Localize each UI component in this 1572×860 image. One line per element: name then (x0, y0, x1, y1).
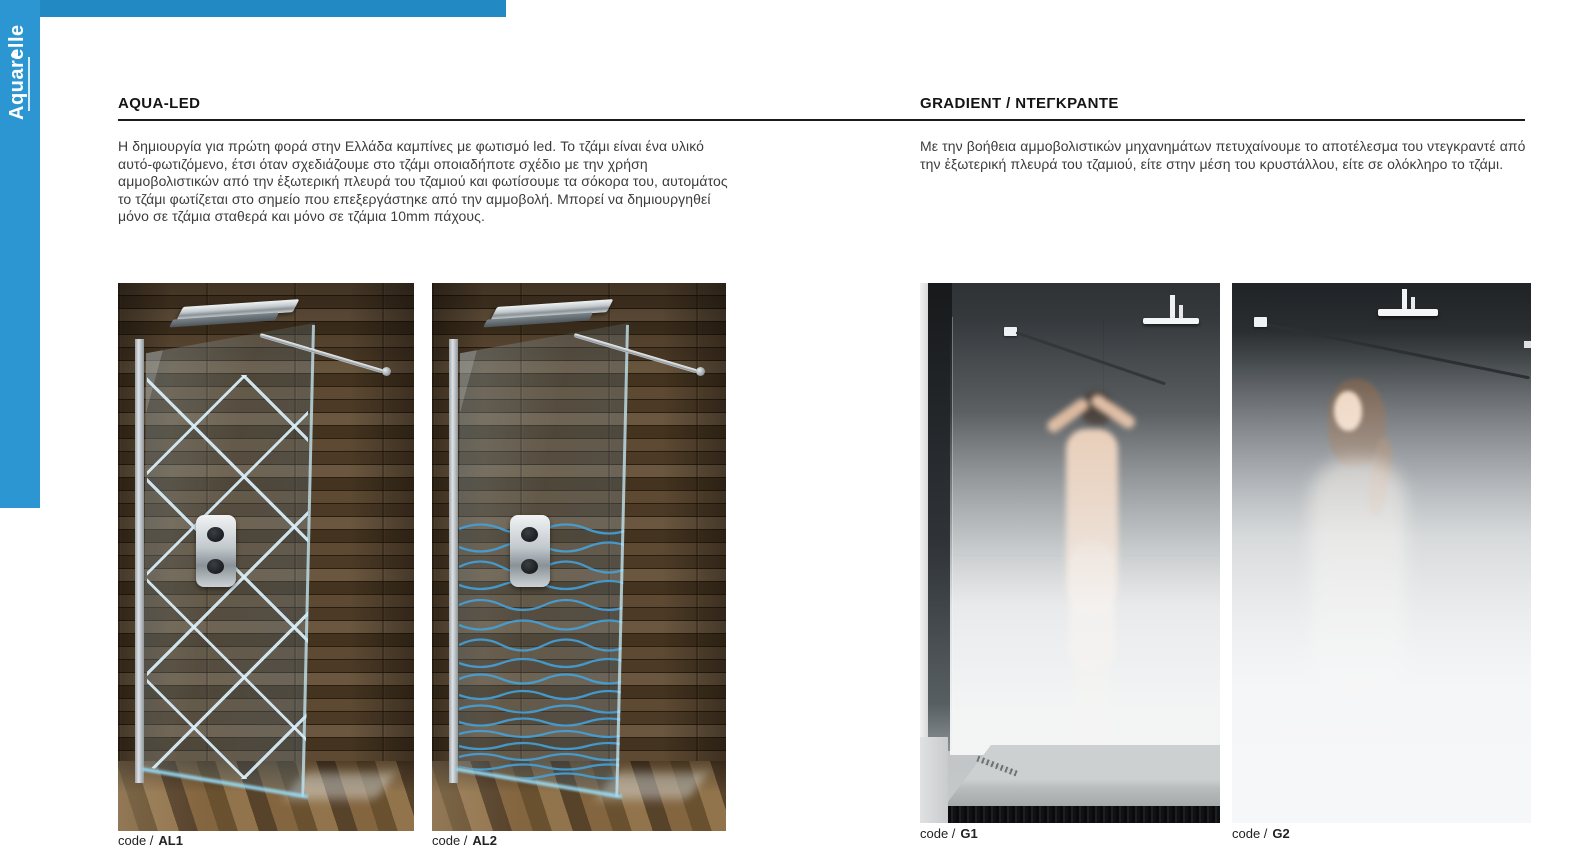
glass-wall-profile (449, 339, 458, 783)
product-photo-al2 (432, 283, 726, 831)
brand-sidebar (0, 0, 40, 508)
mixer-knob (207, 527, 224, 542)
code-prefix: code / (432, 833, 468, 848)
rain-shower-head (1143, 318, 1199, 324)
support-bar-anchor (382, 367, 391, 376)
support-bar-anchor (696, 367, 705, 376)
top-accent-bar (40, 0, 506, 17)
section-body-aqua-led: Η δημιουργία για πρώτη φορά στην Ελλάδα καμπίνες με φωτισμό led. Το τζάμι είναι ένα υλικό αυτό-φωτιζόμενο, έτσι όταν σχεδιάζουμε στο τζάμι οποιαδήποτε σχέδιο με την χρήση αμμοβολιστικών από την ἐξωτερική πλευρά του τζαμιού και φωτίσουμε τα σόκορα του, αυτομάτος το τζάμι φωτίζεται στο σημείο που επεξεργάστηκε από την αμμοβολή. Μπορεί να δημιουργηθεί μόνο σε τζάμια σταθερά και μόνο σε τζάμια 10mm πάχους. (118, 138, 728, 225)
product-code-g1 (920, 826, 978, 841)
product-photo-g2 (1232, 283, 1531, 823)
product-photo-al1 (118, 283, 414, 831)
support-bar-bracket (1254, 317, 1267, 327)
product-code-al1 (118, 833, 183, 848)
bathroom-floor (920, 737, 948, 823)
bath-mat (948, 806, 1220, 823)
product-photo-g1 (920, 283, 1220, 823)
code-prefix: code / (920, 826, 956, 841)
code-value: G1 (960, 826, 978, 841)
section-body-gradient: Με την βοήθεια αμμοβολιστικών μηχανημάτων πετυχαίνουμε το αποτέλεσμα του ντεγκραντέ από την ἐξωτερική πλευρά του τζαμιού, είτε στην μέση του κρυστάλλου, είτε σε ολόκληρο το τζάμι. (920, 138, 1526, 172)
shower-pipe (1179, 305, 1183, 319)
mixer-knob (521, 527, 538, 542)
shower-pipe (1170, 295, 1175, 320)
wall-corner-shadow (928, 283, 952, 751)
shower-pipe (1402, 289, 1407, 311)
thermostatic-mixer (510, 515, 550, 587)
product-code-al2 (432, 833, 497, 848)
section-title-aqua-led: AQUA-LED (118, 95, 201, 112)
code-value: AL2 (472, 833, 497, 848)
shower-tray (944, 745, 1220, 807)
brand-logo-underline (28, 57, 30, 111)
code-prefix: code / (118, 833, 154, 848)
mixer-knob (521, 559, 538, 574)
gradient-frost-overlay (1232, 331, 1531, 823)
product-code-g2 (1232, 826, 1290, 841)
code-value: AL1 (158, 833, 183, 848)
gradient-frost-overlay (950, 317, 1220, 755)
code-prefix: code / (1232, 826, 1268, 841)
mixer-knob (207, 559, 224, 574)
code-value: G2 (1272, 826, 1290, 841)
glass-wall-profile (135, 339, 144, 783)
rain-shower-head (1378, 309, 1438, 316)
brand-logo: Aquarelle (6, 24, 28, 120)
section-title-gradient: GRADIENT / ΝΤΕΓΚΡΑΝΤΕ (920, 95, 1119, 112)
header-rule (118, 119, 1525, 121)
thermostatic-mixer (196, 515, 236, 587)
support-bar-anchor (1524, 341, 1531, 348)
